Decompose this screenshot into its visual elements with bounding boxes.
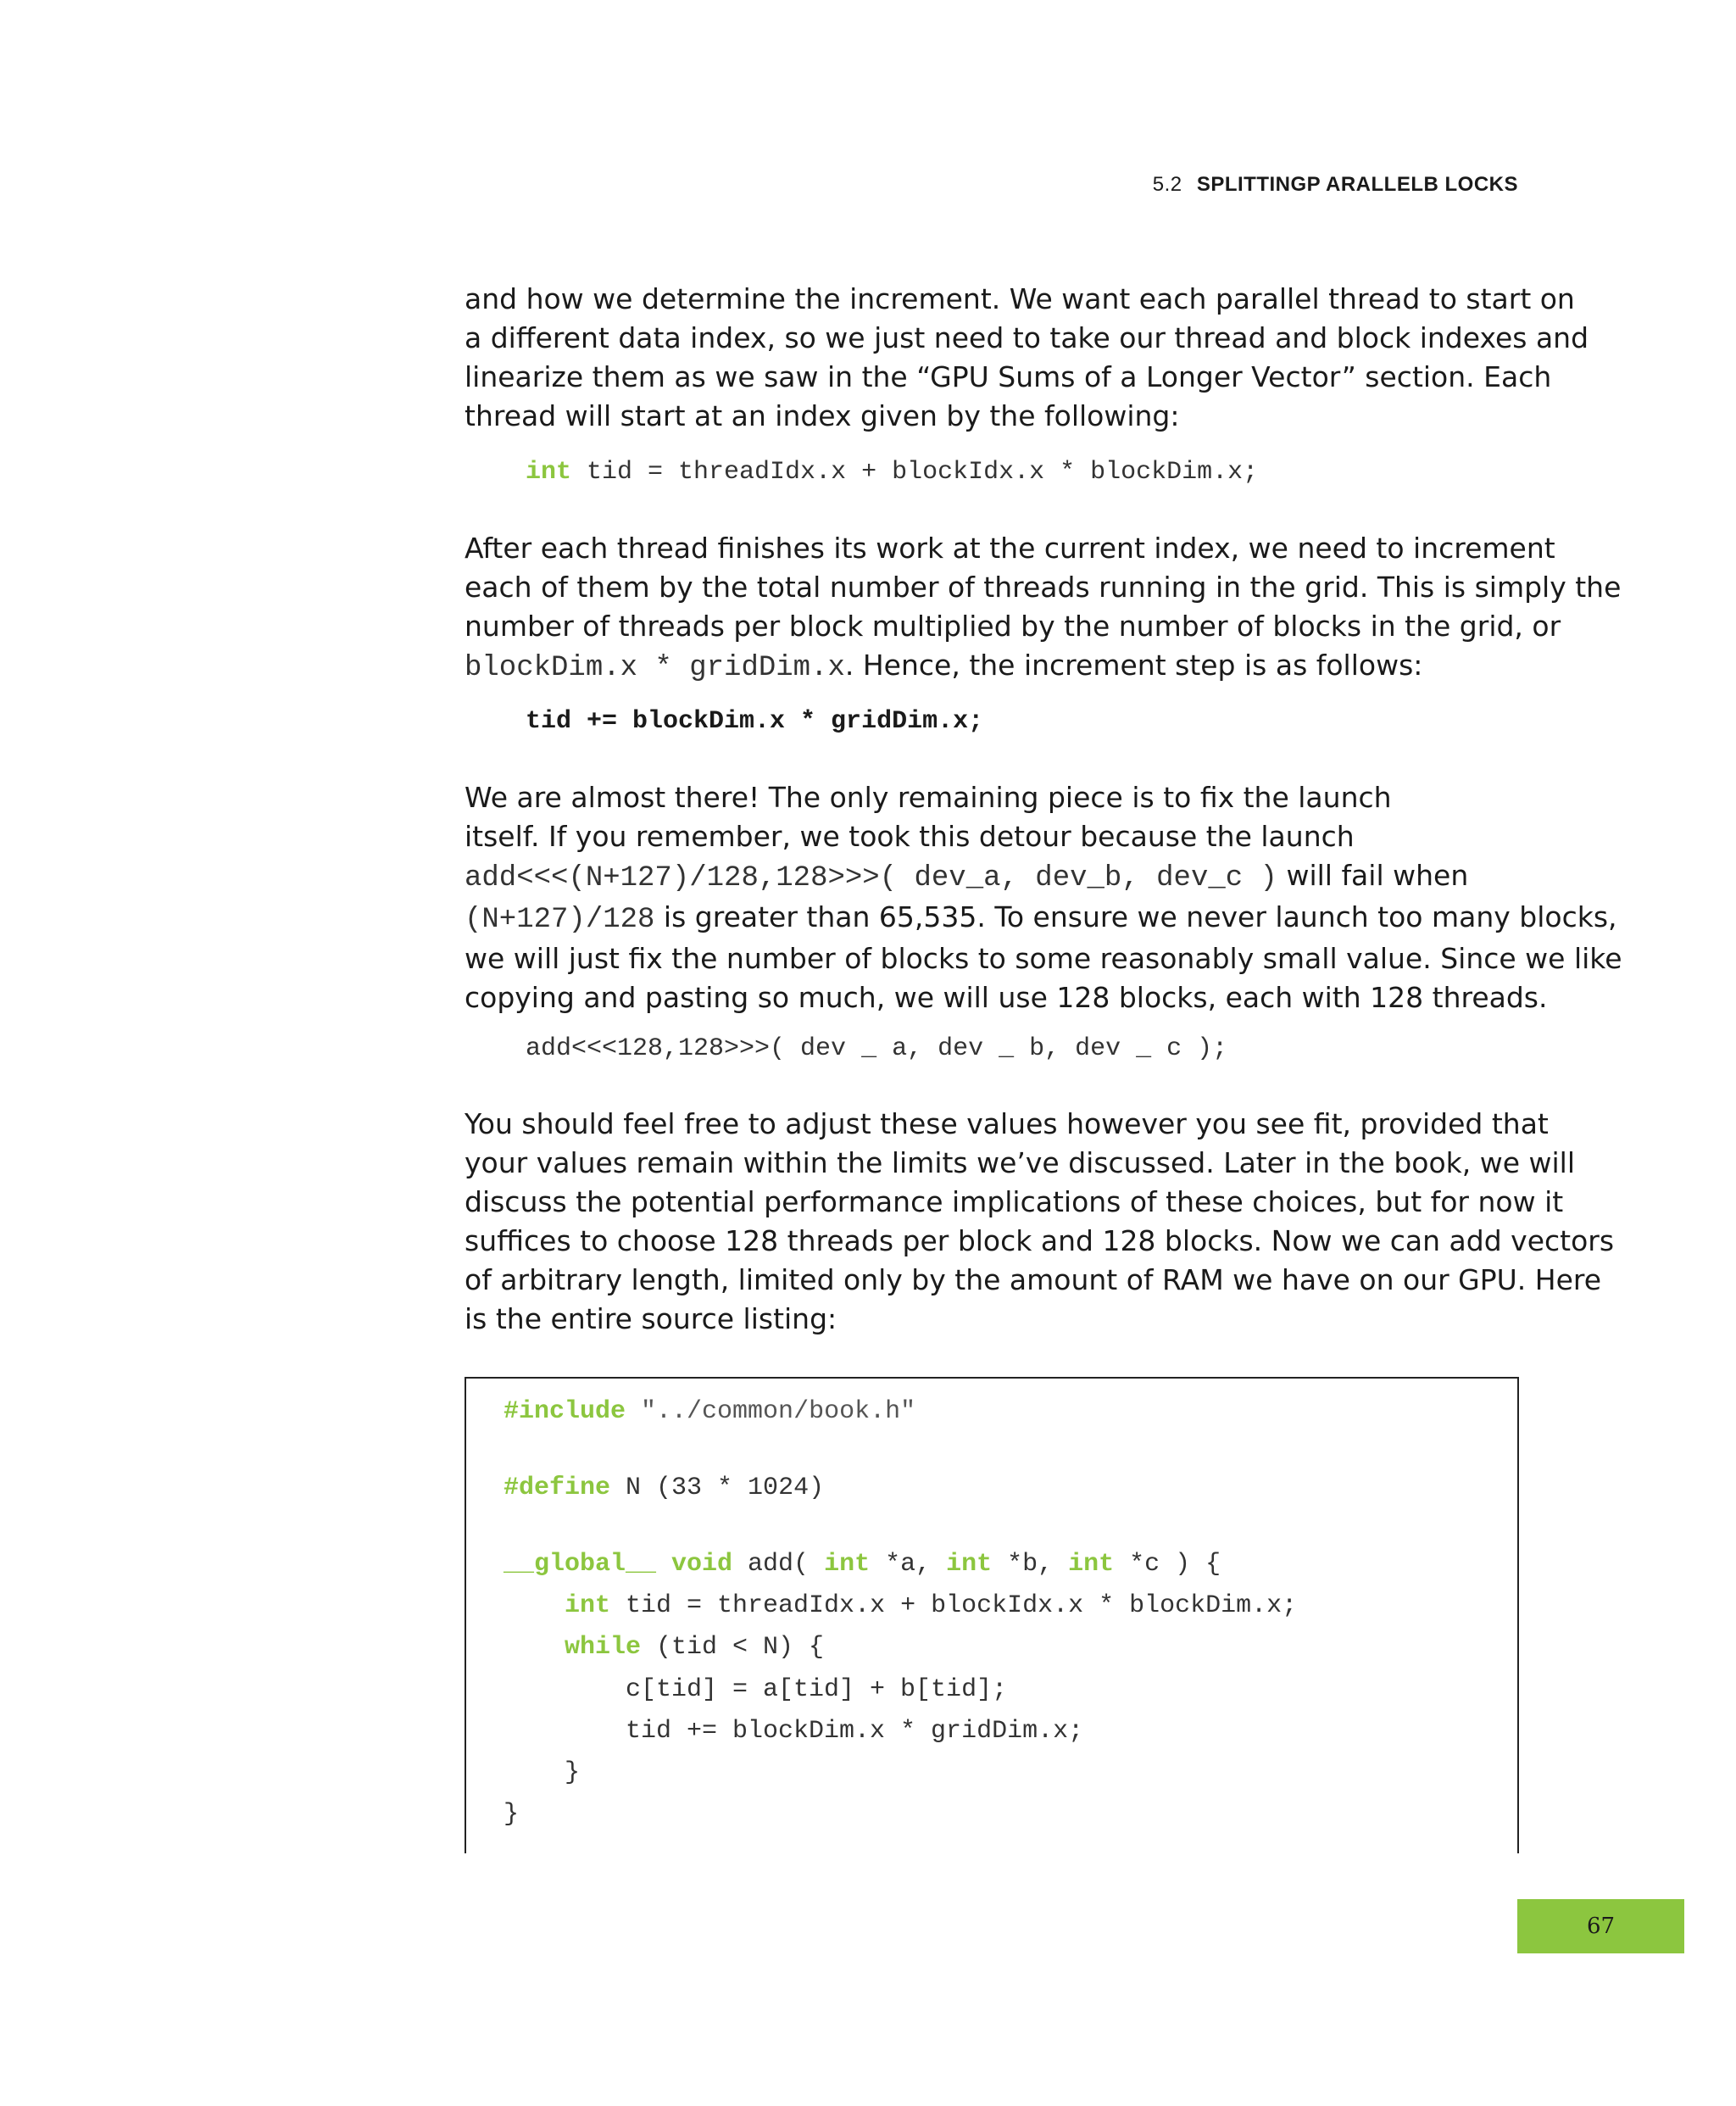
paragraph-1: [465, 280, 1589, 436]
page-number: [1517, 1899, 1684, 1953]
code-snippet-launch: add<<<128,128>>>( dev _ a, dev _ b, dev _ c );: [526, 1034, 1228, 1063]
text-line: [465, 856, 1520, 898]
paragraph-3: [465, 778, 1622, 1017]
text-line: copying and pasting so much, we will use 128 blocks, each with 128 threads.: [465, 981, 1548, 1014]
text-line: and how we determine the increment. We want each parallel thread to start on: [465, 282, 1575, 315]
code-text: *b,: [992, 1550, 1069, 1579]
listing-line-close-while: }: [565, 1758, 581, 1787]
paragraph-4: [465, 1105, 1615, 1339]
text-line: linearize them as we saw in the “GPU Sums of a Longer Vector” section. Each: [465, 360, 1552, 393]
listing-line-define: [504, 1474, 824, 1502]
text-line: suffices to choose 128 threads per block and 128 blocks. Now we can add vectors: [465, 1224, 1615, 1257]
inline-code: add<<<(N+127)/128,128>>>( dev_a, dev_b, dev_c ): [465, 862, 1277, 894]
text-line: thread will start at an index given by the following:: [465, 399, 1180, 432]
listing-line-close-kernel: }: [504, 1800, 520, 1829]
code-snippet-tid-increment: tid += blockDim.x * gridDim.x;: [526, 707, 984, 736]
code-text: tid = threadIdx.x + blockIdx.x * blockDim.x;: [571, 458, 1259, 487]
listing-line-tid: [565, 1591, 1297, 1620]
code-text: *a,: [870, 1550, 947, 1579]
code-keyword: int: [526, 458, 572, 487]
text-line: is the entire source listing:: [465, 1302, 837, 1335]
code-string: "../common/book.h": [626, 1397, 916, 1426]
text-line: each of them by the total number of threads running in the grid. This is simply the: [465, 571, 1622, 604]
text-line: We are almost there! The only remaining piece is to fix the launch: [465, 781, 1392, 814]
paragraph-2: [465, 529, 1622, 688]
text-line: discuss the potential performance implications of these choices, but for now it: [465, 1185, 1564, 1218]
page-number-label: 67: [1586, 1914, 1616, 1939]
text-fragment: will fail when: [1277, 859, 1469, 892]
code-snippet-tid-init: [526, 458, 1258, 487]
code-keyword: while: [565, 1633, 642, 1662]
code-text: tid = threadIdx.x + blockIdx.x * blockDim.x;: [610, 1591, 1298, 1620]
text-line: After each thread finishes its work at the current index, we need to increment: [465, 532, 1555, 565]
section-number: 5.2: [1152, 173, 1182, 196]
code-text: (tid < N) {: [641, 1633, 825, 1662]
code-keyword: int: [824, 1550, 871, 1579]
code-keyword: __global__: [504, 1550, 657, 1579]
text-line: number of threads per block multiplied by the number of blocks in the grid, or: [465, 610, 1561, 643]
code-keyword: int: [565, 1591, 611, 1620]
text-fragment: is greater than 65,535. To ensure we never launch too many blocks,: [654, 900, 1617, 933]
text-line: your values remain within the limits we’ve discussed. Later in the book, we will: [465, 1146, 1576, 1179]
code-keyword: #include: [504, 1397, 626, 1426]
listing-line-while: [565, 1633, 824, 1662]
text-fragment: . Hence, the increment step is as follows:: [844, 649, 1423, 682]
text-line: You should feel free to adjust these values however you see fit, provided that: [465, 1107, 1549, 1140]
code-text: add(: [732, 1550, 825, 1579]
code-keyword: #define: [504, 1474, 611, 1502]
code-keyword: void: [656, 1550, 733, 1579]
running-head: [1153, 173, 1518, 197]
inline-code: (N+127)/128: [465, 904, 655, 936]
source-listing: [465, 1377, 1519, 1853]
section-title: SPLITTINGP ARALLELB LOCKS: [1196, 173, 1518, 196]
text-line: a different data index, so we just need to take our thread and block indexes and: [465, 321, 1589, 354]
code-keyword: int: [1068, 1550, 1115, 1579]
text-line: of arbitrary length, limited only by the amount of RAM we have on our GPU. Here: [465, 1263, 1602, 1296]
text-line: itself. If you remember, we took this detour because the launch: [465, 820, 1355, 853]
code-keyword: int: [946, 1550, 993, 1579]
listing-line-body-increment: tid += blockDim.x * gridDim.x;: [626, 1717, 1084, 1746]
code-text: N (33 * 1024): [610, 1474, 825, 1502]
listing-line-include: [504, 1397, 915, 1426]
text-line: [465, 646, 1520, 688]
inline-code: blockDim.x * gridDim.x: [465, 652, 845, 684]
text-line: [465, 898, 1617, 939]
listing-line-kernel-signature: [504, 1550, 1221, 1579]
code-text: *c ) {: [1114, 1550, 1221, 1579]
text-line: we will just fix the number of blocks to some reasonably small value. Since we like: [465, 942, 1622, 975]
listing-line-body-add: c[tid] = a[tid] + b[tid];: [626, 1675, 1008, 1704]
